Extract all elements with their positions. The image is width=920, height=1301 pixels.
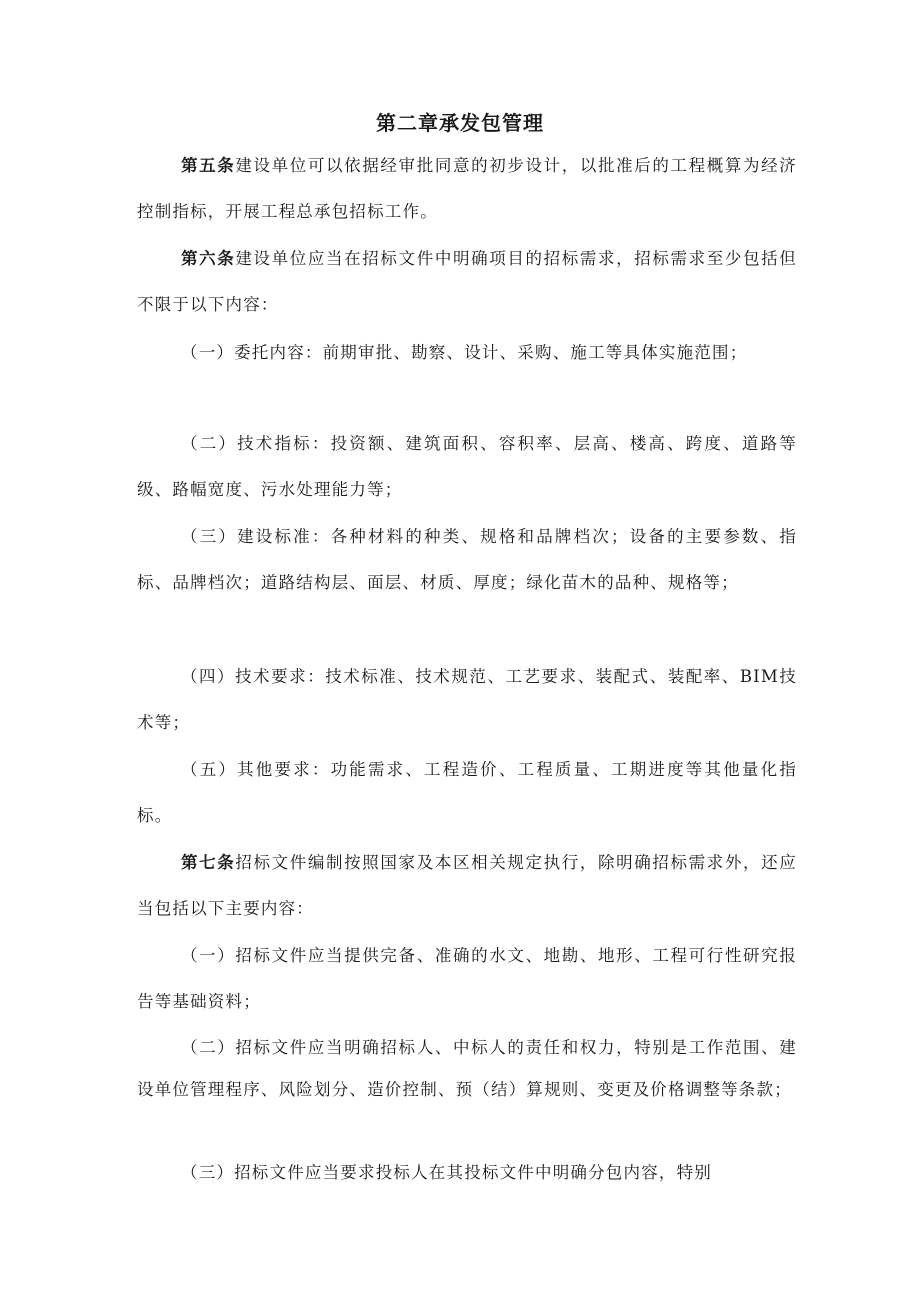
article-text: 招标文件编制按照国家及本区相关规定执行，除明确招标需求外，还应当包括以下主要内容： xyxy=(137,853,797,918)
article-6-item-4 xyxy=(137,654,797,746)
item-text: 其他要求：功能需求、工程造价、工程质量、工期进度等其他量化指标。 xyxy=(137,760,797,825)
article-text: 建设单位可以依据经审批同意的初步设计，以批准后的工程概算为经济控制指标，开展工程总承包招标工作。 xyxy=(137,156,797,221)
item-label: （二） xyxy=(181,434,238,453)
item-label: （四） xyxy=(181,667,236,686)
item-label: （一） xyxy=(181,343,235,362)
article-label: 第五条 xyxy=(181,156,236,175)
item-label: （一） xyxy=(181,946,236,965)
article-7-item-3 xyxy=(137,1150,797,1196)
item-text: 技术要求：技术标准、技术规范、工艺要求、装配式、装配率、BIM技术等； xyxy=(137,667,797,732)
article-label: 第六条 xyxy=(181,249,236,268)
item-text: 招标文件应当提供完备、准确的水文、地勘、地形、工程可行性研究报告等基础资料； xyxy=(137,946,797,1011)
item-label: （三） xyxy=(181,527,238,546)
article-7 xyxy=(137,840,797,932)
item-text: 建设标准：各种材料的种类、规格和品牌档次；设备的主要参数、指标、品牌档次；道路结构层、面层、材质、厚度；绿化苗木的品种、规格等； xyxy=(137,527,797,592)
article-6-item-5 xyxy=(137,747,797,839)
item-text: 委托内容：前期审批、勘察、设计、采购、施工等具体实施范围； xyxy=(234,343,748,362)
item-label: （二） xyxy=(181,1038,236,1057)
article-6 xyxy=(137,236,797,328)
article-label: 第七条 xyxy=(181,853,236,872)
item-text: 招标文件应当要求投标人在其投标文件中明确分包内容，特别 xyxy=(234,1163,713,1182)
item-text: 招标文件应当明确招标人、中标人的责任和权力，特别是工作范围、建设单位管理程序、风险划分、造价控制、预（结）算规则、变更及价格调整等条款； xyxy=(137,1038,797,1099)
article-5 xyxy=(137,143,797,235)
article-text: 建设单位应当在招标文件中明确项目的招标需求，招标需求至少包括但不限于以下内容： xyxy=(137,249,797,314)
item-label: （五） xyxy=(181,760,238,779)
item-label: （三） xyxy=(181,1163,235,1182)
article-6-item-2 xyxy=(137,421,797,513)
article-7-item-2 xyxy=(137,1027,797,1111)
article-7-item-1 xyxy=(137,933,797,1025)
item-text: 技术指标：投资额、建筑面积、容积率、层高、楼高、跨度、道路等级、路幅宽度、污水处理能力等； xyxy=(137,434,797,499)
chapter-title: 第二章承发包管理 xyxy=(376,111,544,135)
article-6-item-3 xyxy=(137,514,797,606)
article-6-item-1 xyxy=(137,330,797,376)
